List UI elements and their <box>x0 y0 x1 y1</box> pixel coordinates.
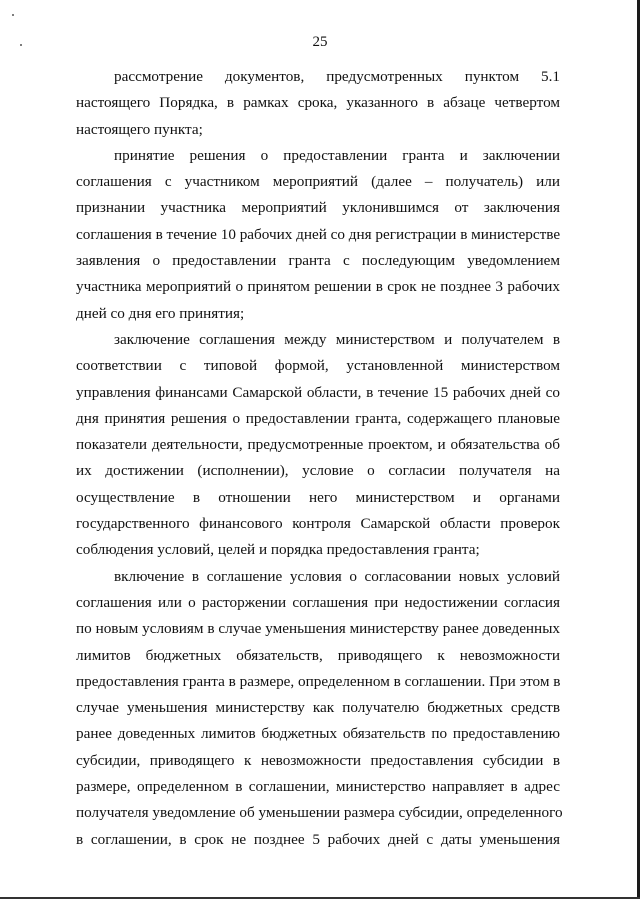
text-line: заявления о предоставлении гранта с последующим уведомлением <box>76 252 560 270</box>
text-line: настоящего пункта; <box>76 120 203 138</box>
text-line: принятие решения о предоставлении гранта и заключении <box>114 146 560 164</box>
text-line: соглашения в течение 10 рабочих дней со дня регистрации в министерстве <box>76 225 561 243</box>
paragraph-review-documents <box>76 64 560 143</box>
text-line: их достижении (исполнении), условие о согласии получателя на <box>76 462 560 480</box>
text-line: соглашения или о расторжении соглашения при недостижении согласия <box>76 593 560 611</box>
paragraph-inclusion <box>76 564 563 853</box>
paragraph-agreement <box>76 327 560 564</box>
text-line: показатели деятельности, предусмотренные проектом, и обязательства об <box>76 436 560 454</box>
text-line: дней со дня его принятия; <box>76 304 245 322</box>
text-line: в соглашении, в срок не позднее 5 рабочих дней с даты уменьшения <box>76 830 560 848</box>
text-line: государственного финансового контроля Самарской области проверок <box>76 515 560 533</box>
text-line: признании участника мероприятий уклонившимся от заключения <box>76 199 560 217</box>
text-line: заключение соглашения между министерством и получателем в <box>114 330 560 348</box>
text-line: рассмотрение документов, предусмотренных пунктом 5.1 <box>114 68 560 85</box>
text-line: лимитов бюджетных обязательств, приводящего к невозможности <box>76 646 560 664</box>
text-line: предоставления гранта в размере, определенном в соглашении. При этом в <box>76 672 561 690</box>
text-line: соответствии с типовой формой, установленной министерством <box>76 357 560 375</box>
text-line: ранее доведенных лимитов бюджетных обязательств по предоставлению <box>76 725 560 743</box>
text-line: настоящего Порядка, в рамках срока, указанного в абзаце четвертом <box>76 94 560 112</box>
text-line: участника мероприятий о принятом решении в срок не позднее 3 рабочих <box>76 278 560 296</box>
text-line: соглашения с участником мероприятий (далее – получатель) или <box>76 173 560 191</box>
document-body <box>76 64 563 853</box>
text-line: соблюдения условий, целей и порядка предоставления гранта; <box>76 541 480 559</box>
paragraph-decision <box>76 143 560 327</box>
text-line: по новым условиям в случае уменьшения министерству ранее доведенных <box>76 620 560 638</box>
page-number: 25 <box>312 34 328 50</box>
text-line: случае уменьшения министерству как получателю бюджетных средств <box>76 699 560 717</box>
text-line: субсидии, приводящего к невозможности предоставления субсидии в <box>76 751 560 769</box>
text-line: размере, определенном в соглашении, министерство направляет в адрес <box>76 778 560 796</box>
text-line: получателя уведомление об уменьшении размера субсидии, определенного <box>76 804 563 822</box>
text-line: осуществление в отношении него министерством и органами <box>76 488 560 506</box>
text-line: управления финансами Самарской области, в течение 15 рабочих дней со <box>76 383 560 401</box>
scan-speck <box>12 14 14 16</box>
text-line: дня принятия решения о предоставлении гранта, содержащего плановые <box>76 409 560 427</box>
text-line: включение в соглашение условия о согласовании новых условий <box>114 567 560 585</box>
